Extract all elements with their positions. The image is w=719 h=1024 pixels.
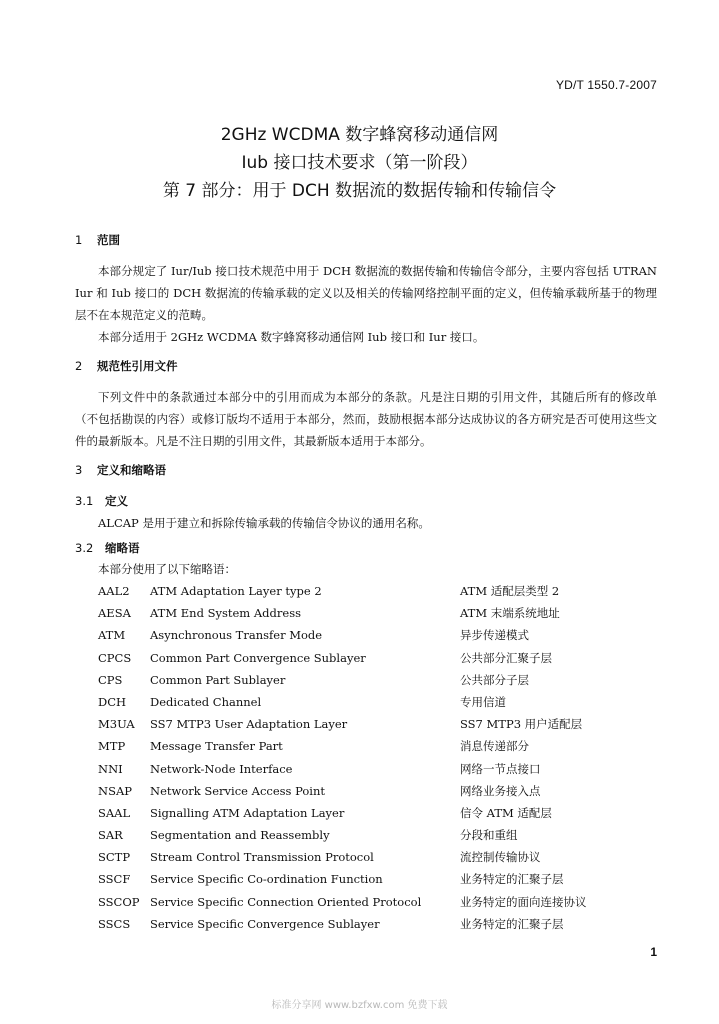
abbreviation-term: M3UA [98, 717, 135, 732]
abbreviation-chinese: ATM 末端系统地址 [460, 606, 560, 621]
abbreviation-chinese: 专用信道 [460, 694, 506, 709]
section-number: 3.2 [75, 541, 94, 555]
abbreviation-term: AESA [98, 606, 131, 621]
abbreviation-row [98, 691, 658, 713]
abbreviation-chinese: 业务特定的汇聚子层 [460, 916, 564, 931]
abbreviation-term: NNI [98, 761, 123, 776]
abbreviation-row [98, 713, 658, 735]
section-3-2-intro: 本部分使用了以下缩略语： [98, 562, 236, 576]
abbreviation-chinese: ATM 适配层类型 2 [460, 584, 560, 598]
section-title: 规范性引用文件 [97, 359, 178, 373]
abbreviation-term: SSCOP [98, 894, 140, 909]
section-title: 范围 [97, 233, 120, 247]
abbreviation-english: Service Specific Connection Oriented Protocol [150, 894, 422, 909]
abbreviation-english: Stream Control Transmission Protocol [150, 850, 374, 865]
abbreviation-row [98, 580, 658, 602]
abbreviation-english: Asynchronous Transfer Mode [150, 628, 323, 643]
abbreviation-row [98, 824, 658, 846]
section-1-heading [75, 232, 120, 248]
abbreviation-row [98, 802, 658, 824]
page-number: 1 [650, 945, 657, 959]
abbreviation-english: ATM Adaptation Layer type 2 [150, 584, 322, 598]
abbreviation-chinese: 异步传递模式 [460, 628, 529, 643]
abbreviation-english: Network Service Access Point [150, 783, 325, 798]
abbreviation-row [98, 868, 658, 890]
abbreviation-term: CPCS [98, 650, 132, 665]
title-line-3: 第 7 部分：用于 DCH 数据流的数据传输和传输信令 [162, 181, 557, 201]
section-title: 定义和缩略语 [97, 463, 166, 477]
abbreviation-row [98, 735, 658, 757]
abbreviation-english: Signalling ATM Adaptation Layer [150, 805, 345, 820]
abbreviation-term: CPS [98, 672, 123, 687]
abbreviation-chinese: 业务特定的汇聚子层 [460, 872, 564, 887]
abbreviation-row [98, 624, 658, 646]
abbreviation-term: SAAL [98, 805, 131, 820]
abbreviation-english: Segmentation and Reassembly [150, 828, 330, 843]
footer-watermark: 标准分享网 www.bzfxw.com 免费下载 [271, 1000, 448, 1011]
abbreviation-row [98, 758, 658, 780]
abbreviation-chinese: 分段和重组 [460, 828, 518, 843]
abbreviation-chinese: 消息传递部分 [460, 739, 529, 754]
section-2-heading [75, 358, 178, 374]
abbreviation-row [98, 647, 658, 669]
abbreviation-row [98, 780, 658, 802]
section-number: 2 [75, 359, 83, 373]
section-3-1-paragraph: ALCAP 是用于建立和拆除传输承载的传输信令协议的通用名称。 [98, 516, 430, 530]
abbreviation-row [98, 846, 658, 868]
standard-number: YD/T 1550.7-2007 [555, 78, 657, 92]
abbreviation-chinese: 公共部分子层 [460, 672, 529, 687]
abbreviation-row [98, 602, 658, 624]
abbreviation-english: Common Part Sublayer [150, 672, 286, 687]
abbreviation-term: ATM [98, 628, 126, 643]
section-number: 3.1 [75, 494, 94, 508]
section-3-heading [75, 462, 166, 478]
section-1-paragraph-2: 本部分适用于 2GHz WCDMA 数字蜂窝移动通信网 Iub 接口和 Iur 接口。 [98, 330, 485, 344]
section-2-paragraph-1: 下列文件中的条款通过本部分中的引用而成为本部分的条款。凡是注日期的引用文件，其随后所有的修改单（不包括勘误的内容）或修订版均不适用于本部分，然而，鼓励根据本部分达成协议的各方研究是否可使用这些文件的最新版本。凡是不注日期的引用文件，其最新版本适用于本部分。 [75, 390, 657, 448]
abbreviation-term: AAL2 [98, 584, 130, 598]
section-3-2-heading [75, 540, 140, 556]
abbreviation-english: Service Specific Co-ordination Function [150, 872, 383, 887]
abbreviation-english: Service Specific Convergence Sublayer [150, 916, 380, 931]
abbreviation-chinese: 信令 ATM 适配层 [460, 805, 552, 820]
abbreviation-chinese: 业务特定的面向连接协议 [460, 894, 587, 909]
abbreviation-term: SCTP [98, 850, 131, 865]
abbreviation-chinese: 流控制传输协议 [460, 850, 541, 865]
section-3-1-heading [75, 493, 128, 509]
abbreviation-english: Common Part Convergence Sublayer [150, 650, 366, 665]
abbreviation-row [98, 891, 658, 913]
abbreviation-english: Message Transfer Part [150, 739, 283, 754]
abbreviation-term: SSCS [98, 916, 131, 931]
section-title: 缩略语 [105, 541, 140, 555]
abbreviation-list [98, 580, 658, 935]
title-line-1: 2GHz WCDMA 数字蜂窝移动通信网 [220, 125, 499, 145]
title-line-2: Iub 接口技术要求（第一阶段） [241, 153, 478, 173]
abbreviation-term: NSAP [98, 783, 132, 798]
abbreviation-row [98, 669, 658, 691]
abbreviation-term: DCH [98, 694, 127, 709]
abbreviation-term: SSCF [98, 872, 131, 887]
abbreviation-term: SAR [98, 828, 123, 843]
abbreviation-chinese: 网络一节点接口 [460, 761, 541, 776]
abbreviation-english: Dedicated Channel [150, 694, 262, 709]
abbreviation-term: MTP [98, 739, 126, 754]
abbreviation-chinese: SS7 MTP3 用户适配层 [460, 717, 583, 732]
abbreviation-english: SS7 MTP3 User Adaptation Layer [150, 717, 348, 732]
document-title [0, 121, 719, 205]
abbreviation-row [98, 913, 658, 935]
abbreviation-english: Network-Node Interface [150, 761, 293, 776]
section-number: 3 [75, 463, 83, 477]
section-number: 1 [75, 233, 83, 247]
abbreviation-chinese: 网络业务接入点 [460, 783, 541, 798]
section-1-paragraph-1: 本部分规定了 Iur/Iub 接口技术规范中用于 DCH 数据流的数据传输和传输信令部分，主要内容包括 UTRAN Iur 和 Iub 接口的 DCH 数据流的传输承载的定义以及相关的传输网络控制平面的定义，但传输承载所基于的物理层不在本规范定义的范畴。 [75, 264, 657, 322]
abbreviation-chinese: 公共部分汇聚子层 [460, 650, 552, 665]
section-title: 定义 [105, 494, 128, 508]
abbreviation-english: ATM End System Address [150, 606, 301, 621]
